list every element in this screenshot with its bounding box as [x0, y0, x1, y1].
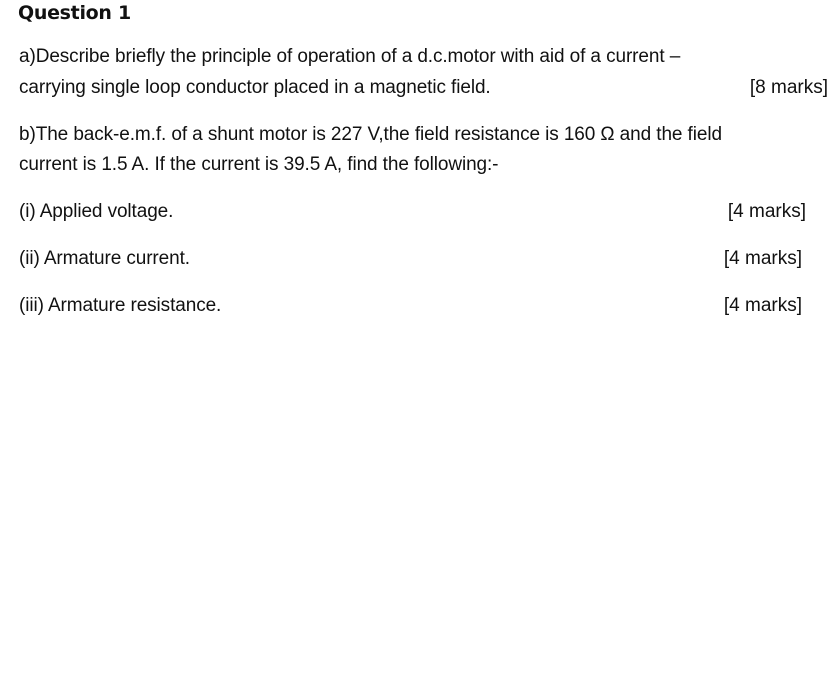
question-title: Question 1: [18, 2, 131, 24]
part-a-marks: [8 marks]: [749, 77, 828, 98]
part-b-item-3-label: (iii) Armature resistance.: [19, 295, 222, 316]
part-b-item-3-marks: [4 marks]: [723, 295, 802, 316]
part-b-item-1-label: (i) Applied voltage.: [19, 201, 174, 222]
part-b-line-2: current is 1.5 A. If the current is 39.5 A, find the following:-: [19, 154, 499, 175]
part-b-item-2-label: (ii) Armature current.: [19, 248, 190, 269]
part-b-item-2-marks: [4 marks]: [723, 248, 802, 269]
part-b-item-1-marks: [4 marks]: [727, 201, 806, 222]
part-a-line-2: carrying single loop conductor placed in a magnetic field.: [19, 77, 491, 98]
part-b-line-1: b)The back-e.m.f. of a shunt motor is 227 V,the field resistance is 160 Ω and the field: [19, 124, 722, 145]
part-a-line-1: a)Describe briefly the principle of operation of a d.c.motor with aid of a current –: [19, 46, 681, 67]
